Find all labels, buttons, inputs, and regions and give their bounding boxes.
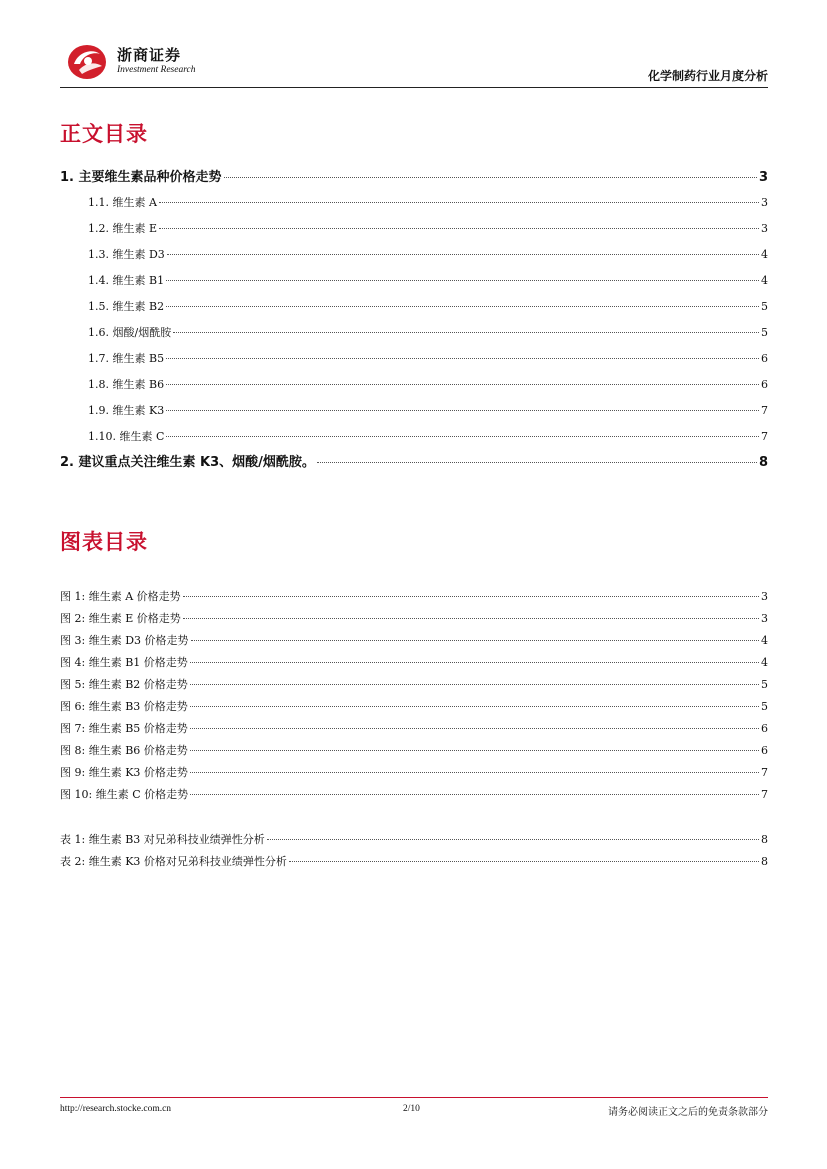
toc-entry[interactable] bbox=[88, 298, 768, 314]
figure-entry-label: 图 8: 维生素 B6 价格走势 bbox=[60, 744, 188, 757]
dot-leader bbox=[317, 461, 757, 463]
toc-entry[interactable] bbox=[88, 402, 768, 418]
table-entry-page: 8 bbox=[761, 833, 768, 846]
figure-entry-page: 3 bbox=[761, 590, 768, 603]
dot-leader bbox=[159, 201, 759, 203]
figure-entry-label: 图 10: 维生素 C 价格走势 bbox=[60, 788, 189, 801]
toc-entry[interactable] bbox=[88, 194, 768, 210]
figure-entry-label: 图 1: 维生素 A 价格走势 bbox=[60, 590, 181, 603]
toc-entry[interactable] bbox=[88, 272, 768, 288]
toc-entry-label: 1.3. 维生素 D3 bbox=[88, 248, 165, 261]
toc-entry[interactable] bbox=[88, 246, 768, 262]
figure-entry[interactable] bbox=[60, 632, 768, 648]
toc-entry[interactable] bbox=[88, 220, 768, 236]
dot-leader bbox=[167, 253, 759, 255]
figure-entry-label: 图 2: 维生素 E 价格走势 bbox=[60, 612, 181, 625]
figure-entry-label: 图 9: 维生素 K3 价格走势 bbox=[60, 766, 188, 779]
toc-entry[interactable] bbox=[88, 324, 768, 340]
toc-entry-label: 1.10. 维生素 C bbox=[88, 430, 165, 443]
toc-entry-label: 1.5. 维生素 B2 bbox=[88, 300, 165, 313]
toc-entry-page: 3 bbox=[761, 222, 768, 235]
toc-entry-page: 6 bbox=[761, 378, 768, 391]
toc-entry[interactable] bbox=[88, 428, 768, 444]
figure-entry-label: 图 7: 维生素 B5 价格走势 bbox=[60, 722, 188, 735]
footer-divider bbox=[60, 1097, 768, 1098]
table-entry-page: 8 bbox=[761, 855, 768, 868]
dot-leader bbox=[190, 661, 759, 663]
disclaimer-note: 请务必阅读正文之后的免责条款部分 bbox=[608, 1107, 768, 1118]
figure-entry[interactable] bbox=[60, 588, 768, 604]
dot-leader bbox=[166, 383, 759, 385]
dot-leader bbox=[224, 176, 757, 178]
figure-entry-page: 5 bbox=[761, 678, 768, 691]
toc-entry-page: 3 bbox=[761, 196, 768, 209]
toc-entry[interactable] bbox=[88, 350, 768, 366]
table-entry[interactable] bbox=[60, 853, 768, 869]
figure-entry-page: 6 bbox=[761, 744, 768, 757]
toc-entry-page: 5 bbox=[761, 300, 768, 313]
dot-leader bbox=[190, 727, 759, 729]
footer-url-link[interactable]: http://research.stocke.com.cn bbox=[60, 1104, 172, 1114]
toc-entry[interactable] bbox=[88, 376, 768, 392]
toc-entry-label: 1. 主要维生素品种价格走势 bbox=[60, 170, 222, 185]
table-entry[interactable] bbox=[60, 831, 768, 847]
dot-leader bbox=[166, 409, 759, 411]
brand-name-en: Investment Research bbox=[117, 65, 196, 75]
page-header bbox=[60, 36, 768, 88]
dot-leader bbox=[166, 279, 759, 281]
figure-entry-page: 4 bbox=[761, 656, 768, 669]
company-logo-icon bbox=[66, 40, 108, 82]
figure-entry[interactable] bbox=[60, 742, 768, 758]
toc-entry-label: 1.2. 维生素 E bbox=[88, 222, 158, 235]
toc-entry-page: 4 bbox=[761, 248, 768, 261]
figure-entry-page: 7 bbox=[761, 766, 768, 779]
dot-leader bbox=[190, 683, 759, 685]
page-number: 2/10 bbox=[403, 1104, 420, 1114]
toc-entry-page: 4 bbox=[761, 274, 768, 287]
dot-leader bbox=[173, 331, 759, 333]
figure-entry-label: 图 6: 维生素 B3 价格走势 bbox=[60, 700, 188, 713]
figure-entry-page: 6 bbox=[761, 722, 768, 735]
figure-entry[interactable] bbox=[60, 764, 768, 780]
dot-leader bbox=[183, 595, 759, 597]
figure-entry-label: 图 4: 维生素 B1 价格走势 bbox=[60, 656, 188, 669]
dot-leader bbox=[190, 771, 759, 773]
table-entry-label: 表 1: 维生素 B3 对兄弟科技业绩弹性分析 bbox=[60, 833, 265, 846]
dot-leader bbox=[166, 357, 759, 359]
dot-leader bbox=[183, 617, 759, 619]
figures-toc-title: 图表目录 bbox=[60, 530, 148, 554]
toc-entry-page: 6 bbox=[761, 352, 768, 365]
toc-entry-label: 1.7. 维生素 B5 bbox=[88, 352, 165, 365]
toc-entry-label: 1.9. 维生素 K3 bbox=[88, 404, 165, 417]
figure-entry[interactable] bbox=[60, 720, 768, 736]
report-category: 化学制药行业月度分析 bbox=[647, 69, 768, 83]
toc-entry-page: 7 bbox=[761, 404, 768, 417]
figure-entry[interactable] bbox=[60, 610, 768, 626]
toc-entry[interactable] bbox=[60, 451, 768, 470]
toc-entry-label: 1.8. 维生素 B6 bbox=[88, 378, 165, 391]
dot-leader bbox=[190, 749, 759, 751]
toc-entry[interactable] bbox=[60, 166, 768, 185]
dot-leader bbox=[190, 793, 759, 795]
figure-entry-page: 5 bbox=[761, 700, 768, 713]
dot-leader bbox=[191, 639, 759, 641]
dot-leader bbox=[190, 705, 759, 707]
header-divider bbox=[60, 87, 768, 88]
figure-entry-page: 3 bbox=[761, 612, 768, 625]
figure-entry[interactable] bbox=[60, 698, 768, 714]
dot-leader bbox=[289, 860, 759, 862]
toc-entry-page: 3 bbox=[758, 170, 768, 185]
figure-entry[interactable] bbox=[60, 654, 768, 670]
toc-entry-label: 1.1. 维生素 A bbox=[88, 196, 157, 209]
table-entry-label: 表 2: 维生素 K3 价格对兄弟科技业绩弹性分析 bbox=[60, 855, 287, 868]
figure-entry[interactable] bbox=[60, 786, 768, 802]
toc-entry-page: 7 bbox=[761, 430, 768, 443]
toc-entry-label: 2. 建议重点关注维生素 K3、烟酸/烟酰胺。 bbox=[60, 455, 315, 470]
toc-entry-label: 1.4. 维生素 B1 bbox=[88, 274, 165, 287]
figure-entry-label: 图 5: 维生素 B2 价格走势 bbox=[60, 678, 188, 691]
figure-entry-label: 图 3: 维生素 D3 价格走势 bbox=[60, 634, 189, 647]
brand-name-cn: 浙商证券 bbox=[117, 46, 182, 64]
toc-entry-page: 5 bbox=[761, 326, 768, 339]
dot-leader bbox=[166, 435, 759, 437]
dot-leader bbox=[159, 227, 759, 229]
dot-leader bbox=[166, 305, 759, 307]
figure-entry-page: 7 bbox=[761, 788, 768, 801]
toc-entry-page: 8 bbox=[758, 455, 768, 470]
figure-entry-page: 4 bbox=[761, 634, 768, 647]
figure-entry[interactable] bbox=[60, 676, 768, 692]
dot-leader bbox=[267, 838, 759, 840]
toc-title: 正文目录 bbox=[60, 122, 148, 146]
toc-entry-label: 1.6. 烟酸/烟酰胺 bbox=[88, 326, 172, 339]
